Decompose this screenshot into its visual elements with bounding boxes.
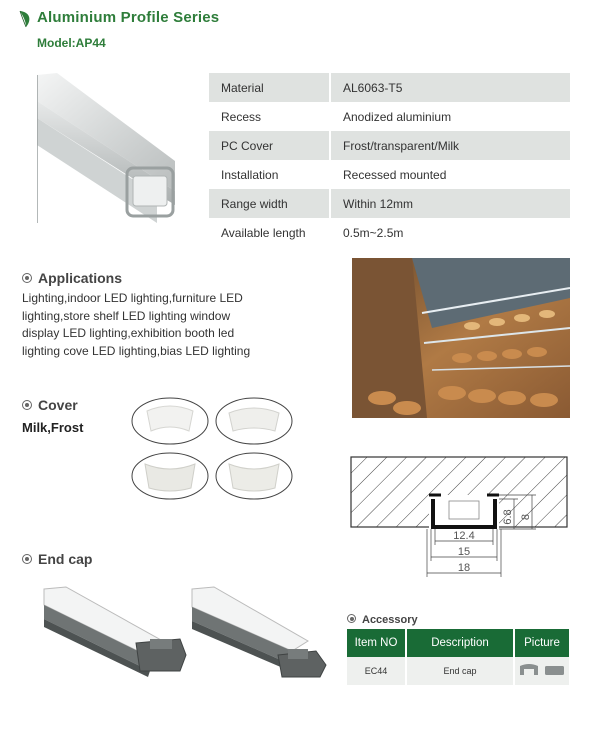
- item-no-cell: EC44: [347, 657, 406, 685]
- column-header: Description: [406, 629, 514, 657]
- end-cap-image: [188, 585, 338, 685]
- spec-row: [209, 189, 570, 218]
- cover-types: Milk,Frost: [22, 420, 84, 435]
- column-header: Item NO: [347, 629, 406, 657]
- series-title: Aluminium Profile Series: [37, 9, 220, 26]
- end-cap-image: [40, 585, 190, 685]
- end-cap-thumbnail-icon: [518, 663, 566, 677]
- spec-row: [209, 73, 570, 102]
- bullet-icon: [347, 614, 356, 623]
- spec-value: Within 12mm: [330, 189, 570, 218]
- applications-heading: Applications: [22, 270, 122, 286]
- spec-label: Installation: [209, 160, 330, 189]
- model-number: Model:AP44: [37, 36, 106, 50]
- spec-row: [209, 218, 570, 247]
- spec-value: Frost/transparent/Milk: [330, 131, 570, 160]
- applications-text: Lighting,indoor LED lighting,furniture LED lighting,store shelf LED lighting window display LED lighting,exhibition booth led lighting cove LED lighting,bias LED lighting: [22, 291, 251, 358]
- end-cap-heading: End cap: [22, 551, 92, 567]
- spec-value: Recessed mounted: [343, 167, 447, 182]
- column-header: Picture: [514, 629, 569, 657]
- bullet-icon: [22, 273, 32, 283]
- accessory-heading: Accessory: [347, 614, 418, 626]
- accessory-table: [347, 629, 569, 685]
- cover-heading: Cover: [22, 397, 78, 413]
- accessory-header-row: [347, 629, 569, 657]
- dim-label: 18: [457, 562, 471, 574]
- bullet-icon: [22, 554, 32, 564]
- spec-table: [209, 73, 570, 247]
- bullet-icon: [22, 400, 32, 410]
- dim-label: 6.8: [502, 509, 514, 525]
- picture-cell: [514, 657, 569, 685]
- description-cell: End cap: [406, 657, 514, 685]
- leaf-logo-icon: [18, 10, 32, 28]
- spec-label: Recess: [209, 102, 330, 131]
- profile-dimension-drawing: [349, 455, 569, 585]
- milk-cover-image: [215, 397, 293, 445]
- dim-label: 15: [457, 546, 471, 558]
- spec-value: 0.5m~2.5m: [343, 225, 404, 240]
- spec-label: Available length: [209, 218, 330, 247]
- spec-row: [209, 160, 570, 189]
- milk-cover-image: [131, 397, 209, 445]
- spec-label: Range width: [209, 189, 330, 218]
- dim-label: 12.4: [453, 530, 475, 542]
- spec-label: PC Cover: [209, 131, 330, 160]
- spec-row: [209, 102, 570, 131]
- table-row: [347, 657, 569, 685]
- dim-label: 8: [520, 513, 532, 521]
- application-photo: [352, 258, 570, 418]
- spec-row: [209, 131, 570, 160]
- spec-label: Material: [209, 73, 330, 102]
- profile-image: [37, 73, 175, 223]
- spec-value: Anodized aluminium: [343, 109, 452, 124]
- spec-value: AL6063-T5: [330, 73, 570, 102]
- frost-cover-image: [131, 452, 209, 500]
- frost-cover-image: [215, 452, 293, 500]
